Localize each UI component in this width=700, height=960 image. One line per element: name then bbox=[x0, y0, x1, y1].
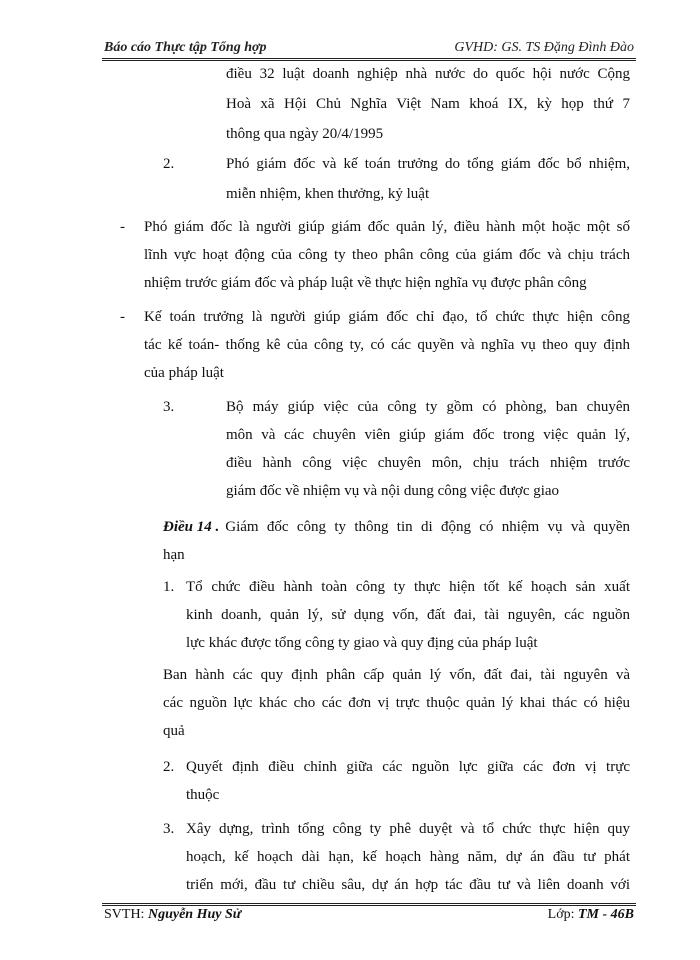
text-line: lực khác được tổng công ty giao và quy địng của pháp luật bbox=[186, 635, 538, 651]
text-line: hoạch, kế hoạch dài hạn, kế hoạch hàng năm, dự án đầu tư phát bbox=[186, 849, 630, 865]
text-line: lĩnh vực hoạt động của công ty theo phân công của giám đốc và chịu trách bbox=[144, 247, 630, 263]
list-number: 2. bbox=[163, 759, 175, 775]
text-line: Ban hành các quy định phân cấp quản lý vốn, đất đai, tài nguyên và bbox=[163, 667, 630, 683]
page-footer bbox=[104, 907, 634, 929]
bullet-marker: - bbox=[120, 219, 125, 235]
footer-student-label: SVTH: bbox=[104, 907, 145, 922]
footer-class-value: TM - 46B bbox=[578, 907, 634, 922]
bullet-marker: - bbox=[120, 309, 125, 325]
text-line: Xây dựng, trình tổng công ty phê duyệt và tổ chức thực hiện quy bbox=[186, 821, 630, 837]
text-line: Kế toán trưởng là người giúp giám đốc chỉ đạo, tổ chức thực hiện công bbox=[144, 309, 630, 325]
text-line: hạn bbox=[163, 547, 185, 563]
text-line: Bộ máy giúp việc của công ty gồm có phòng, ban chuyên bbox=[226, 399, 630, 415]
text-line: Tổ chức điều hành toàn công ty thực hiện tốt kế hoạch sản xuất bbox=[186, 579, 630, 595]
text-line: điều hành công việc chuyên môn, chịu trách nhiệm trước bbox=[226, 455, 630, 471]
text-line: kinh doanh, quản lý, sử dụng vốn, đất đai, tài nguyên, các nguồn bbox=[186, 607, 630, 623]
footer-class-label: Lớp: bbox=[547, 907, 575, 922]
list-number: 3. bbox=[163, 399, 175, 415]
header-rule bbox=[102, 58, 636, 61]
text-line: nhiệm trước giám đốc và pháp luật về thực hiện nghĩa vụ được phân công bbox=[144, 275, 587, 291]
text-line: giám đốc về nhiệm vụ và nội dung công việc được giao bbox=[226, 483, 560, 499]
header-left: Báo cáo Thực tập Tổng hợp bbox=[104, 40, 267, 55]
footer-left bbox=[104, 907, 241, 923]
text-line: quả bbox=[163, 723, 185, 739]
text-line: môn và các chuyên viên giúp giám đốc trong việc quản lý, bbox=[226, 427, 630, 443]
text-line: của pháp luật bbox=[144, 365, 224, 381]
text-line: Giám đốc công ty thông tin di động có nhiệm vụ và quyền bbox=[225, 519, 630, 535]
footer-rule bbox=[102, 903, 636, 906]
text-line: Quyết định điều chỉnh giữa các nguồn lực giữa các đơn vị trực bbox=[186, 759, 630, 775]
text-line: miễn nhiệm, khen thưởng, kỷ luật bbox=[226, 186, 430, 202]
article-label: Điều 14 . bbox=[163, 519, 220, 535]
text-line: Hoà xã Hội Chủ Nghĩa Việt Nam khoá IX, kỳ họp thứ 7 bbox=[226, 96, 630, 112]
list-number: 3. bbox=[163, 821, 175, 837]
text-line: các nguồn lực khác cho các đơn vị trực thuộc quản lý khai thác có hiệu bbox=[163, 695, 630, 711]
text-line: Phó giám đốc và kế toán trưởng do tổng giám đốc bổ nhiệm, bbox=[226, 156, 630, 172]
text-line: thông qua ngày 20/4/1995 bbox=[226, 126, 384, 142]
article-heading bbox=[163, 517, 630, 537]
footer-student-name: Nguyễn Huy Sử bbox=[147, 907, 242, 922]
header-right: GVHD: GS. TS Đặng Đình Đào bbox=[454, 40, 634, 55]
text-line: tác kế toán- thống kê của công ty, có các quyền và nghĩa vụ theo quy định bbox=[144, 337, 630, 353]
text-line: Phó giám đốc là người giúp giám đốc quản lý, điều hành một hoặc một số bbox=[144, 219, 630, 235]
list-number: 2. bbox=[163, 156, 175, 172]
text-line: điều 32 luật doanh nghiệp nhà nước do quốc hội nước Cộng bbox=[226, 66, 630, 82]
text-line: thuộc bbox=[186, 787, 220, 803]
text-line: triển mới, đầu tư chiều sâu, dự án hợp tác đầu tư và liên doanh với bbox=[186, 877, 630, 893]
list-number: 1. bbox=[163, 579, 175, 595]
footer-right bbox=[548, 907, 634, 923]
